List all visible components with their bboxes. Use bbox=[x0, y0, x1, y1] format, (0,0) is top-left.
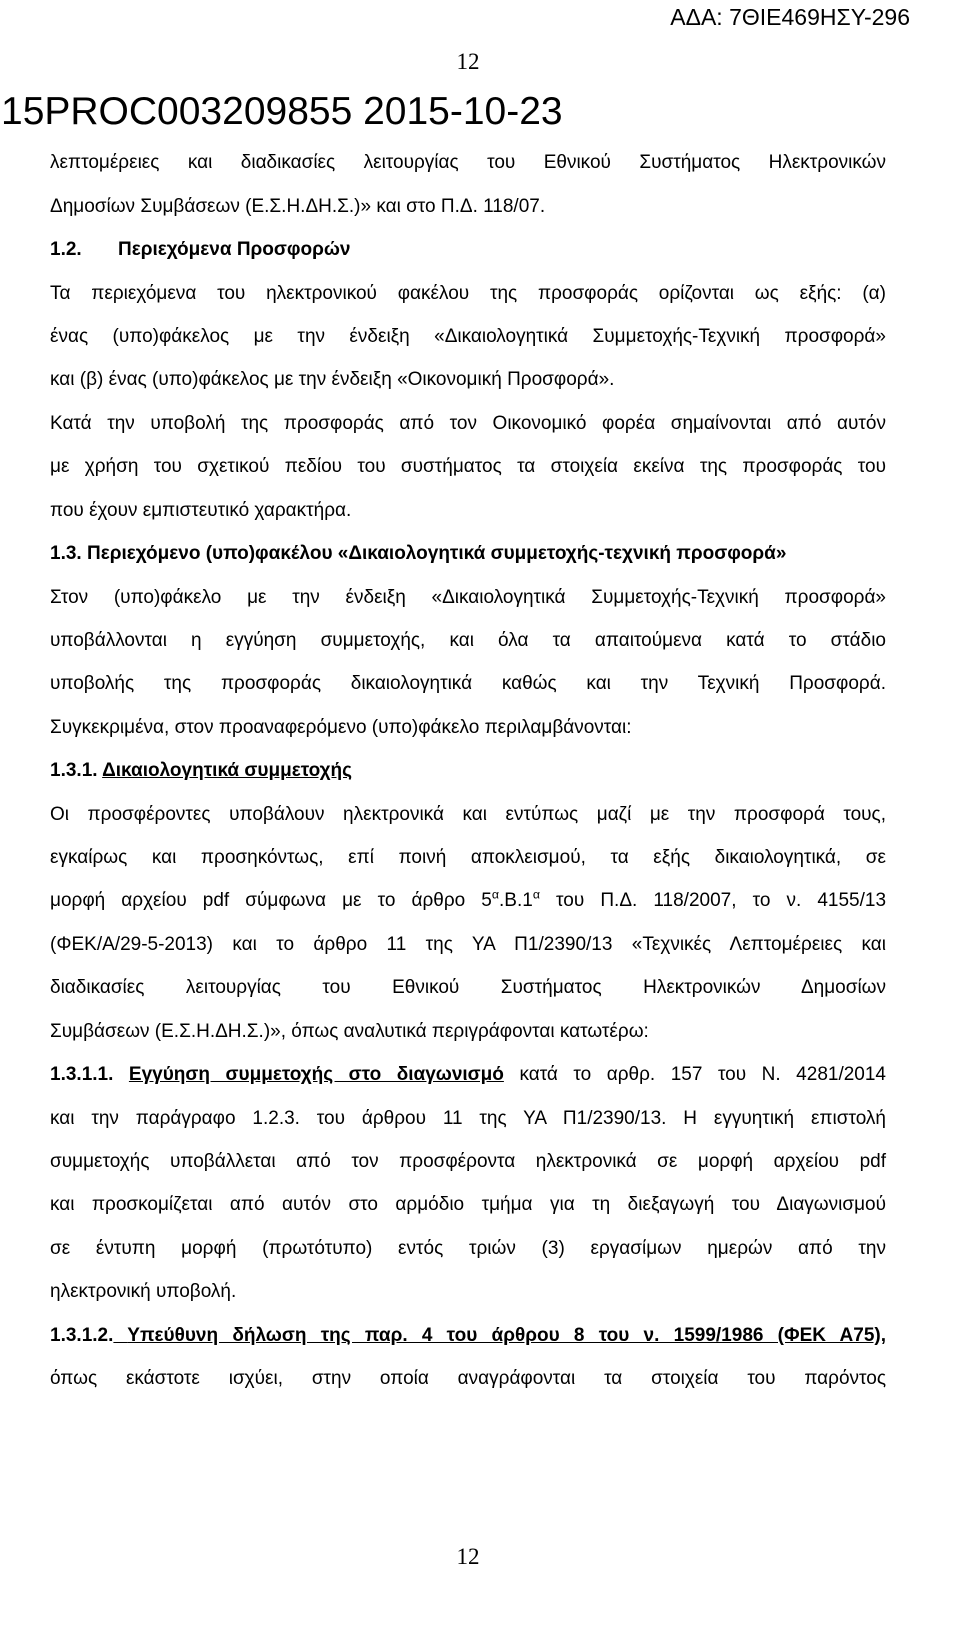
superscript: α bbox=[532, 888, 540, 903]
body-line: Συγκεκριμένα, στον προαναφερόμενο (υπο)φάκελο περιλαμβάνονται: bbox=[50, 716, 632, 738]
body-line: υποβάλλονται η εγγύηση συμμετοχής, και όλα τα απαιτούμενα κατά το στάδιο bbox=[50, 629, 886, 651]
section-heading-1-2 bbox=[50, 228, 886, 271]
body-line: και (β) ένας (υπο)φάκελος με την ένδειξη «Οικονομική Προσφορά». bbox=[50, 369, 615, 391]
text-segment: .Β.1 bbox=[499, 890, 533, 912]
body-line: Οι προσφέροντες υποβάλουν ηλεκτρονικά και εντύπως μαζί με την προσφορά τους, bbox=[50, 803, 886, 825]
text-segment: του Π.Δ. 118/2007, το ν. 4155/13 bbox=[556, 890, 887, 912]
body-line: λεπτομέρειες και διαδικασίες λειτουργίας του Εθνικού Συστήματος Ηλεκτρονικών bbox=[50, 152, 886, 174]
body-line: ένας (υπο)φάκελος με την ένδειξη «Δικαιολογητικά Συμμετοχής-Τεχνική προσφορά» bbox=[50, 325, 886, 347]
body-line: με χρήση του σχετικού πεδίου του συστήματος τα στοιχεία εκείνα της προσφοράς του bbox=[50, 456, 886, 478]
section-heading-1-3-1-2 bbox=[50, 1314, 886, 1357]
body-line: διαδικασίες λειτουργίας του Εθνικού Συστήματος Ηλεκτρονικών Δημοσίων bbox=[50, 977, 886, 999]
page-number-top: 12 bbox=[456, 49, 480, 74]
body-line: Δημοσίων Συμβάσεων (Ε.Σ.Η.ΔΗ.Σ.)» και στο Π.Δ. 118/07. bbox=[50, 195, 546, 217]
section-title: Υπεύθυνη δήλωση της παρ. 4 του άρθρου 8 του ν. 1599/1986 (ΦΕΚ Α75), bbox=[127, 1324, 886, 1346]
body-line: που έχουν εμπιστευτικό χαρακτήρα. bbox=[50, 499, 352, 521]
body-line: και προσκομίζεται από αυτόν στο αρμόδιο τμήμα για τη διεξαγωγή του Διαγωνισμού bbox=[50, 1194, 886, 1216]
section-number: 1.3.1.2. bbox=[50, 1324, 114, 1346]
body-line: Στον (υπο)φάκελο με την ένδειξη «Δικαιολογητικά Συμμετοχής-Τεχνική προσφορά» bbox=[50, 586, 886, 608]
section-heading-1-3-1-1 bbox=[50, 1053, 886, 1096]
section-title: Εγγύηση συμμετοχής στο διαγωνισμό bbox=[128, 1064, 504, 1086]
body-line: Τα περιεχόμενα του ηλεκτρονικού φακέλου της προσφοράς ορίζονται ως εξής: (α) bbox=[50, 282, 886, 304]
text-segment: μορφή αρχείου pdf σύμφωνα με το άρθρο 5 bbox=[50, 890, 492, 912]
section-heading-1-3 bbox=[50, 532, 886, 575]
body-line: και την παράγραφο 1.2.3. του άρθρου 11 της ΥΑ Π1/2390/13. Η εγγυητική επιστολή bbox=[50, 1107, 886, 1129]
body-line: (ΦΕΚ/Α/29-5-2013) και το άρθρο 11 της ΥΑ Π1/2390/13 «Τεχνικές Λεπτομέρειες και bbox=[50, 933, 886, 955]
body-line: ηλεκτρονική υποβολή. bbox=[50, 1281, 237, 1303]
section-number: 1.3.1.1. bbox=[50, 1064, 114, 1086]
section-title-continuation: κατά το αρθρ. 157 του Ν. 4281/2014 bbox=[519, 1064, 886, 1086]
body-line: συμμετοχής υποβάλλεται από τον προσφέροντα ηλεκτρονικά σε μορφή αρχείου pdf bbox=[50, 1151, 886, 1172]
body-line-with-superscripts bbox=[50, 879, 886, 922]
body-line: Συμβάσεων (Ε.Σ.Η.ΔΗ.Σ.)», όπως αναλυτικά περιγράφονται κατωτέρω: bbox=[50, 1020, 649, 1042]
section-heading-1-3-1 bbox=[50, 749, 886, 792]
document-body bbox=[50, 141, 886, 1400]
body-line: Κατά την υποβολή της προσφοράς από τον Οικονομικό φορέα σημαίνονται από αυτόν bbox=[50, 412, 886, 434]
section-number: 1.2. bbox=[50, 239, 82, 261]
section-title: Δικαιολογητικά συμμετοχής bbox=[102, 760, 353, 782]
body-line: σε έντυπη μορφή (πρωτότυπο) εντός τριών (3) εργασίμων ημερών από την bbox=[50, 1237, 886, 1259]
body-line: εγκαίρως και προσηκόντως, επί ποινή αποκλεισμού, τα εξής δικαιολογητικά, σε bbox=[50, 847, 886, 869]
section-number: 1.3.1. bbox=[50, 760, 98, 782]
ada-code: ΑΔΑ: 7ΘΙΕ469ΗΣΥ-296 bbox=[670, 4, 910, 30]
page-number-bottom: 12 bbox=[456, 1544, 480, 1569]
section-title: Περιεχόμενο (υπο)φακέλου «Δικαιολογητικά συμμετοχής-τεχνική προσφορά» bbox=[86, 543, 787, 565]
body-line: υποβολής της προσφοράς δικαιολογητικά καθώς και την Τεχνική Προσφορά. bbox=[50, 673, 886, 695]
procurement-code: 15PROC003209855 2015-10-23 bbox=[1, 90, 563, 133]
section-title: Περιεχόμενα Προσφορών bbox=[118, 239, 351, 261]
section-title-underlined bbox=[113, 1325, 886, 1346]
superscript: α bbox=[491, 888, 499, 903]
section-number: 1.3. bbox=[50, 543, 82, 565]
body-line: όπως εκάστοτε ισχύει, στην οποία αναγράφονται τα στοιχεία του παρόντος bbox=[50, 1368, 886, 1390]
